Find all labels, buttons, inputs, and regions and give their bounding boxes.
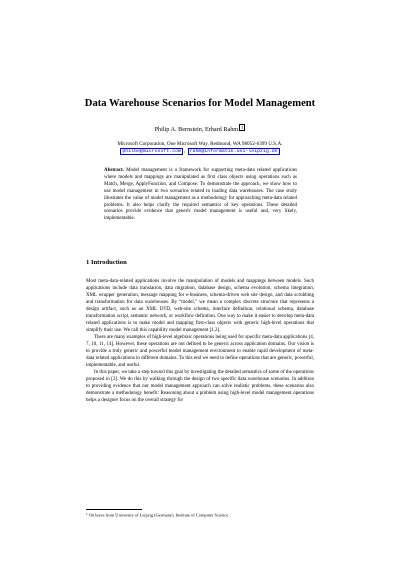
footnote bbox=[86, 512, 314, 518]
paragraph: In this paper, we take a step toward this goal by investigating the detailed semantics of some of the operations proposed in [2]. We do this by walking through the design of two specific data warehouse scenarios. In addition to providing evidence that our model management approach can solve realistic problems, these scenarios also demonstrate a methodology benefit: Reasoning about a problem using high-level model management operations helps a designer focus on the overall strategy for bbox=[86, 370, 314, 403]
paragraph: Most meta-data-related applications involve the manipulation of models and mappings between models. Such applications include data translation, data migration, database design, schema evolution, schema integration, XML wrapper generation, message mapping for e-business, schema-driven web site design, and data scrubbing and transformation for data warehouses. By “model,” we mean a complex discrete structure that represents a design artifact, such as an XML DTD, web-site schema, interface definition, relational schema, database transformation script, semantic network, or workflow definition. One way to make it easier to develop meta-data related applications is to make model and mapping first-class objects with generic high-level operations that simplify their use. We call this capability model management [1,2]. bbox=[86, 279, 314, 333]
abstract-label: Abstract. bbox=[104, 168, 124, 173]
email-link-1[interactable]: philbe@microsoft.com bbox=[122, 149, 182, 154]
abstract-text: Model management is a framework for supporting meta-data related applications where models and mappings are manipulated as first class objects using operations such as Match, Merge, ApplyFunction, and Compose. To demonstrate the approach, we show how to use model management in two scenarios related to loading data warehouses. The case study illustrates the value of model management as a methodology for approaching meta-data related problems. It also helps clarify the required semantics of key operations. These detailed scenarios provide evidence that generic model management is useful and, very likely, implementable. bbox=[104, 168, 298, 222]
footnote-text: On leave from University of Leipzig (Germany), Institute of Computer Science. bbox=[88, 512, 230, 518]
author-line bbox=[0, 124, 400, 133]
paper-title: Data Warehouse Scenarios for Model Management bbox=[84, 98, 316, 109]
paragraph: There are many examples of high-level algebraic operations being used for specific meta-data applications [4, 7, 10, 11, 14]. However, these operations are not defined to be generic across application domains. Our vision is to provide a truly generic and powerful model management environment to enable rapid development of meta-data related applications in different domains. To this end we need to define operations that are generic, powerful, implementable, and useful. bbox=[86, 335, 314, 368]
author-footnote-link[interactable]: 1 bbox=[241, 125, 244, 130]
footnote-rule bbox=[86, 509, 142, 510]
affiliation-block bbox=[0, 141, 400, 155]
author-names: Philip A. Bernstein, Erhard Rahm bbox=[154, 126, 239, 133]
footnote-mark: 1 bbox=[86, 512, 88, 516]
body-text bbox=[86, 278, 314, 404]
section-heading: 1 Introduction bbox=[86, 259, 127, 266]
abstract bbox=[104, 168, 297, 223]
email-link-2[interactable]: rahm@informatik.uni-leipzig.de bbox=[189, 149, 278, 154]
affiliation: Microsoft Corporation, One Microsoft Way, Redmond, WA 98052-6399 U.S.A. bbox=[117, 141, 283, 147]
email-line: philbe@microsoft.com , rahm@informatik.uni-leipzig.de bbox=[122, 148, 278, 154]
